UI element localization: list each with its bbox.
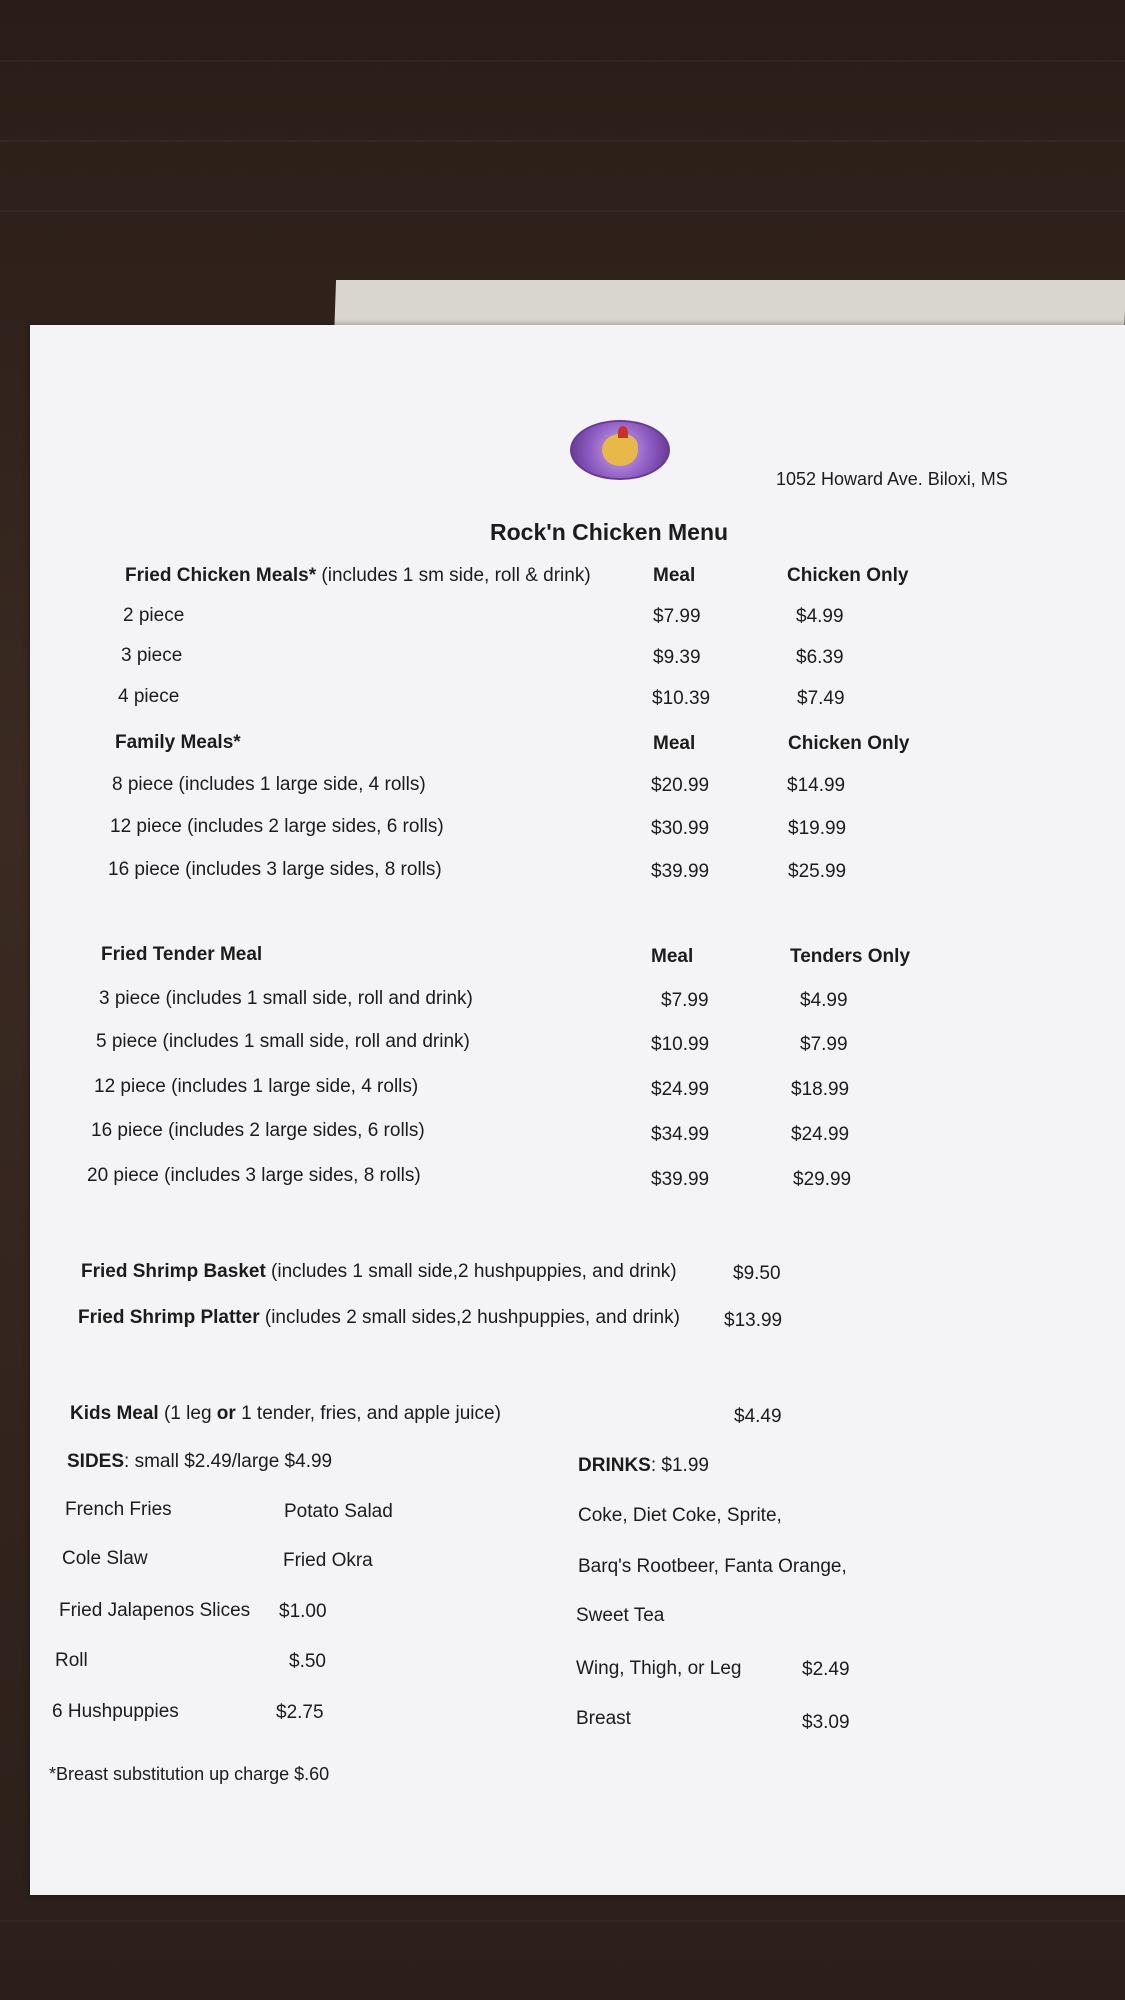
drink-line: Coke, Diet Coke, Sprite,: [578, 1505, 782, 1526]
menu-item: 12 piece (includes 1 large side, 4 rolls): [94, 1076, 419, 1097]
only-price: $19.99: [788, 818, 847, 839]
tender-col-only: Tenders Only: [790, 946, 911, 967]
extra-price: $.50: [289, 1651, 326, 1672]
address: 1052 Howard Ave. Biloxi, MS: [776, 469, 1008, 489]
only-price: $6.39: [796, 647, 844, 668]
drink-line: Sweet Tea: [576, 1605, 665, 1626]
kids-meal-price: $4.49: [734, 1406, 782, 1427]
menu-item: 12 piece (includes 2 large sides, 6 rolls): [110, 816, 444, 837]
meal-price: $10.99: [651, 1034, 710, 1055]
shrimp-basket: Fried Shrimp Basket (includes 1 small side,2 hushpuppies, and drink): [81, 1261, 677, 1282]
menu-item: 20 piece (includes 3 large sides, 8 rolls): [87, 1165, 421, 1186]
menu-item: 8 piece (includes 1 large side, 4 rolls): [112, 774, 426, 795]
only-price: $24.99: [791, 1124, 850, 1145]
only-price: $14.99: [787, 775, 846, 796]
menu-item: 4 piece: [118, 686, 180, 707]
meal-price: $9.39: [653, 647, 701, 668]
only-price: $7.49: [797, 688, 845, 709]
extra-price: $2.75: [276, 1702, 324, 1723]
tender-meal-heading: Fried Tender Meal: [101, 944, 263, 965]
menu-item: 3 piece (includes 1 small side, roll and drink): [99, 988, 473, 1009]
shrimp-platter: Fried Shrimp Platter (includes 2 small sides,2 hushpuppies, and drink): [78, 1307, 680, 1328]
drinks-heading: DRINKS: $1.99: [578, 1455, 709, 1476]
menu-title: Rock'n Chicken Menu: [490, 519, 729, 545]
only-price: $4.99: [800, 990, 848, 1011]
drink-line: Barq's Rootbeer, Fanta Orange,: [578, 1556, 847, 1577]
piece-price: $2.49: [802, 1659, 850, 1680]
family-meals-heading: Family Meals*: [115, 732, 241, 753]
meal-price: $24.99: [651, 1079, 710, 1100]
extra-item: Roll: [55, 1650, 88, 1671]
meal-price: $39.99: [651, 861, 710, 882]
only-price: $25.99: [788, 861, 847, 882]
only-price: $18.99: [791, 1079, 850, 1100]
menu-item: 5 piece (includes 1 small side, roll and drink): [96, 1031, 470, 1052]
only-price: $29.99: [793, 1169, 852, 1190]
menu-item: 16 piece (includes 3 large sides, 8 rolls): [108, 859, 442, 880]
family-col-only: Chicken Only: [788, 733, 910, 754]
chicken-col-meal: Meal: [653, 565, 696, 586]
menu-item: 2 piece: [123, 605, 185, 626]
menu-item: 16 piece (includes 2 large sides, 6 rolls): [91, 1120, 425, 1141]
meal-price: $39.99: [651, 1169, 710, 1190]
chicken-icon: [602, 434, 638, 466]
side-item: Potato Salad: [284, 1501, 393, 1522]
piece-item: Breast: [576, 1708, 631, 1729]
meal-price: $7.99: [653, 606, 701, 627]
family-col-meal: Meal: [653, 733, 696, 754]
menu-item: 3 piece: [121, 645, 183, 666]
piece-price: $3.09: [802, 1712, 850, 1733]
meal-price: $34.99: [651, 1124, 710, 1145]
kids-meal: Kids Meal (1 leg or 1 tender, fries, and apple juice): [70, 1403, 501, 1424]
side-item: French Fries: [65, 1499, 172, 1520]
shrimp-basket-price: $9.50: [733, 1263, 781, 1284]
meal-price: $30.99: [651, 818, 710, 839]
restaurant-logo: [570, 420, 670, 480]
extra-item: Fried Jalapenos Slices: [59, 1600, 251, 1621]
meal-price: $20.99: [651, 775, 710, 796]
chicken-col-only: Chicken Only: [787, 565, 909, 586]
chicken-meals-heading: Fried Chicken Meals* (includes 1 sm side, roll & drink): [125, 565, 591, 586]
only-price: $4.99: [796, 606, 844, 627]
tender-col-meal: Meal: [651, 946, 694, 967]
side-item: Fried Okra: [283, 1550, 373, 1571]
meal-price: $7.99: [661, 990, 709, 1011]
shrimp-platter-price: $13.99: [724, 1310, 783, 1331]
piece-item: Wing, Thigh, or Leg: [576, 1658, 742, 1679]
side-item: Cole Slaw: [62, 1548, 148, 1569]
only-price: $7.99: [800, 1034, 848, 1055]
extra-price: $1.00: [279, 1601, 327, 1622]
sides-heading: SIDES: small $2.49/large $4.99: [67, 1451, 333, 1472]
meal-price: $10.39: [652, 688, 711, 709]
extra-item: 6 Hushpuppies: [52, 1701, 179, 1722]
footnote: *Breast substitution up charge $.60: [49, 1764, 330, 1784]
